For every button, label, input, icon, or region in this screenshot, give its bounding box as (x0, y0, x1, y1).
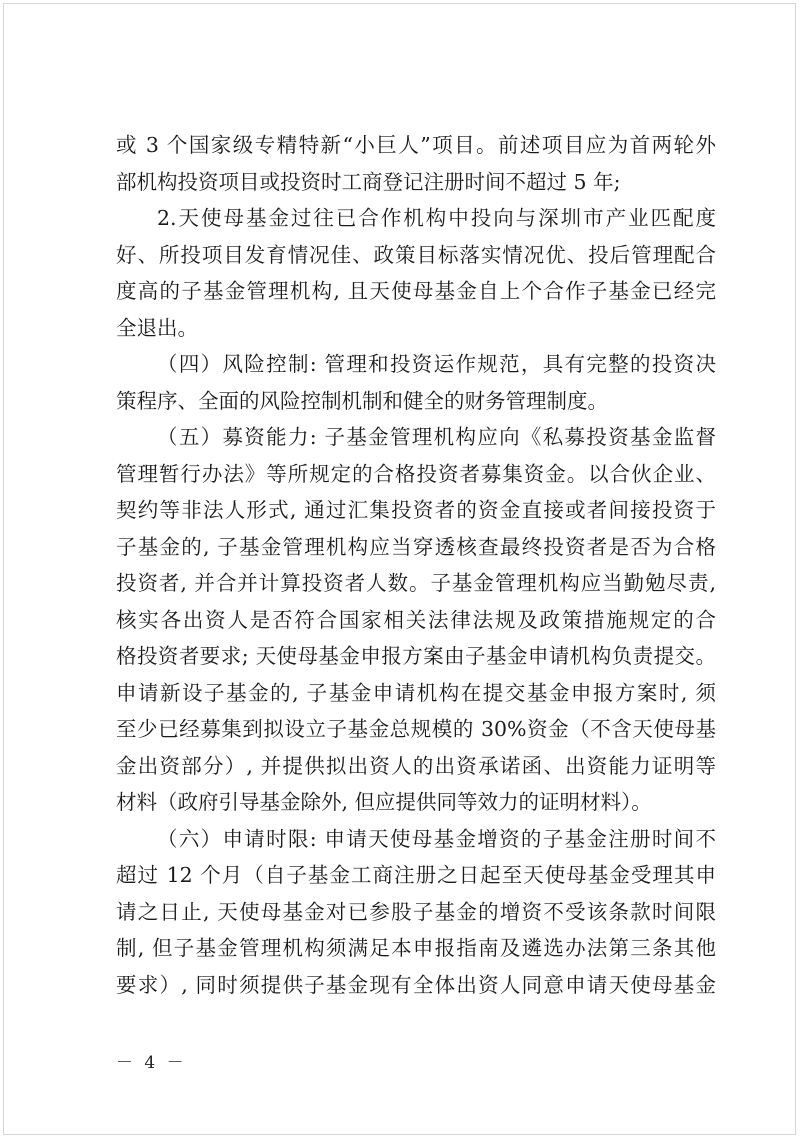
body-line: 或 3 个国家级专精特新“小巨人”项目。前述项目应为首两轮外 (116, 133, 716, 157)
body-line: 制, 但子基金管理机构须满足本申报指南及遴选办法第三条其他 (116, 936, 716, 960)
body-line: 超过 12 个月（自子基金工商注册之日起至天使母基金受理其申 (116, 863, 716, 887)
body-line: 管理暂行办法》等所规定的合格投资者募集资金。以合伙企业、 (116, 461, 716, 486)
body-line: 度高的子基金管理机构, 且天使母基金自上个合作子基金已经完 (116, 279, 716, 303)
body-line: 要求）, 同时须提供子基金现有全体出资人同意申请天使母基金 (116, 972, 716, 997)
body-line: 金出资部分）, 并提供拟出资人的出资承诺函、出资能力证明等 (116, 753, 716, 778)
body-line: 请之日止, 天使母基金对已参股子基金的增资不受该条款时间限 (116, 899, 716, 924)
document-body (116, 127, 716, 1003)
body-line: 核实各出资人是否符合国家相关法律法规及政策措施规定的合 (116, 607, 716, 632)
body-line: （六）申请时限: 申请天使母基金增资的子基金注册时间不 (157, 826, 716, 851)
body-line: 部机构投资项目或投资时工商登记注册时间不超过 5 年; (116, 169, 621, 194)
body-line: 投资者, 并合并计算投资者人数。子基金管理机构应当勤勉尽责, (116, 571, 716, 595)
body-line: 好、所投项目发育情况佳、政策目标落实情况优、投后管理配合 (116, 242, 716, 267)
body-line: 子基金的, 子基金管理机构应当穿透核查最终投资者是否为合格 (116, 534, 716, 559)
body-line: （四）风险控制: 管理和投资运作规范，具有完整的投资决 (157, 352, 716, 376)
body-line: （五）募资能力: 子基金管理机构应向《私募投资基金监督 (157, 425, 716, 449)
body-line: 申请新设子基金的, 子基金申请机构在提交基金申报方案时, 须 (116, 680, 716, 705)
body-line: 契约等非法人形式, 通过汇集投资者的资金直接或者间接投资于 (116, 498, 716, 522)
body-line: 至少已经募集到拟设立子基金总规模的 30%资金（不含天使母基 (116, 717, 716, 741)
body-line: 格投资者要求; 天使母基金申报方案由子基金申请机构负责提交。 (116, 644, 716, 668)
body-line: 策程序、全面的风险控制机制和健全的财务管理制度。 (116, 388, 608, 413)
page-number: － 4 － (116, 1053, 187, 1073)
body-line: 全退出。 (116, 315, 198, 340)
body-line: 材料（政府引导基金除外, 但应提供同等效力的证明材料）。 (116, 790, 652, 814)
body-line: 2.天使母基金过往已合作机构中投向与深圳市产业匹配度 (157, 206, 716, 230)
document-page (3, 3, 796, 1135)
